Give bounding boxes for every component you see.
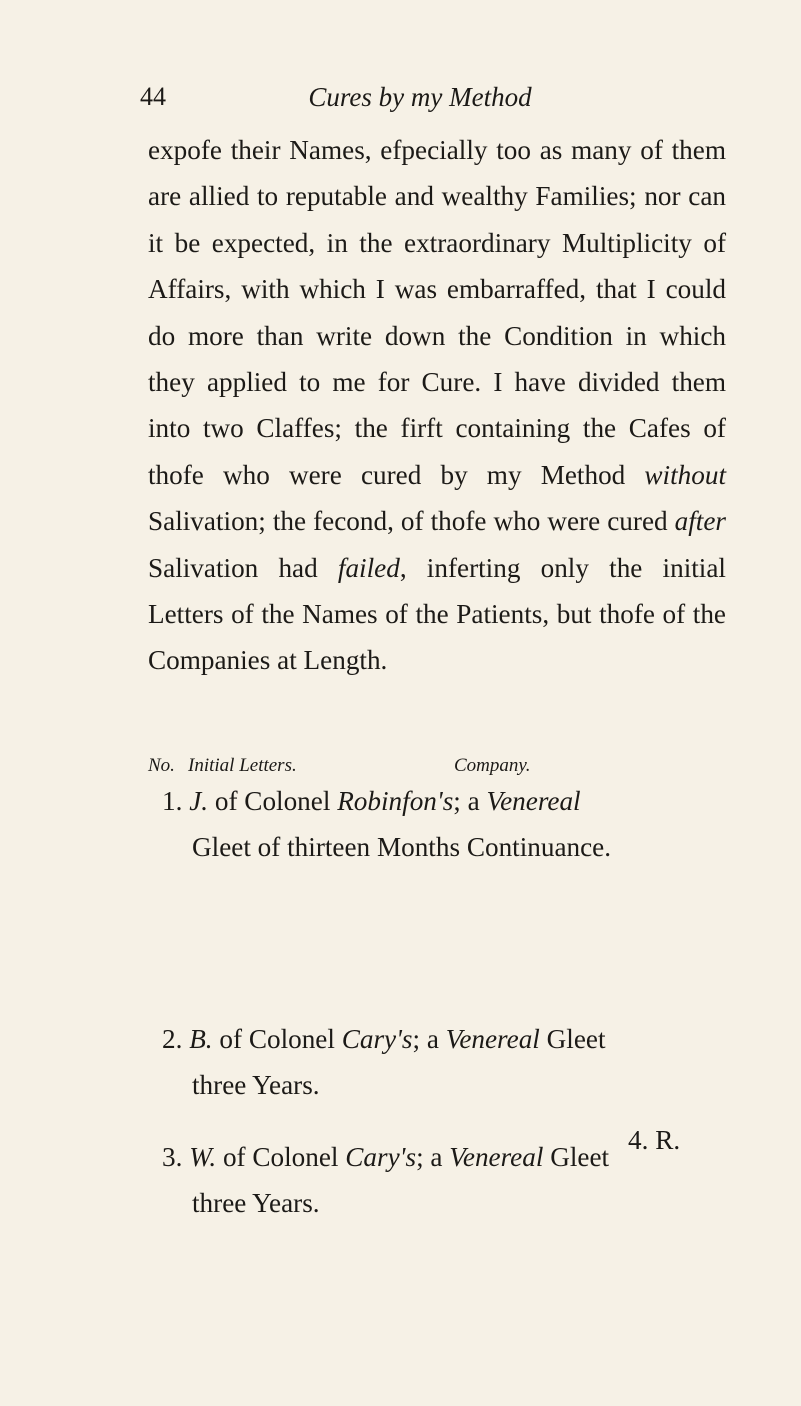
case-text: ; a: [412, 1024, 446, 1054]
column-header-no: No.: [148, 755, 175, 776]
case-number: 3.: [162, 1142, 183, 1172]
paragraph-text: [148, 127, 726, 684]
case-text: of Colonel: [216, 1142, 346, 1172]
case-initial: B.: [189, 1024, 213, 1054]
body-text-part-2: Salivation; the fecond, of thofe who were cured: [148, 506, 675, 537]
case-number: 2.: [162, 1024, 183, 1054]
emphasis-without: without: [644, 459, 726, 490]
body-text-part-1: expofe their Names, efpecially too as many of them are allied to reputable and wealthy Families; nor can it be expected, in the extraordinary Multiplicity of Affairs, with which I was embarraffed, that I could do more than write down the Condition in which they applied to me for Cure. I have divided them into two Claffes; the firft containing the Cafes of thofe who were cured by my Method: [148, 135, 726, 490]
case-disease: Venereal: [449, 1142, 544, 1172]
running-head: Cures by my Method: [308, 82, 532, 112]
page-number: 44: [140, 82, 166, 111]
column-header-initial-letters: Initial Letters.: [188, 755, 297, 776]
case-colonel: Cary's: [345, 1142, 417, 1172]
body-paragraph: [148, 127, 726, 684]
case-number: 1.: [162, 786, 183, 816]
case-disease: Venereal: [486, 786, 581, 816]
case-initial: J.: [189, 786, 209, 816]
page-header: [140, 82, 700, 122]
case-colonel: Robinfon's: [337, 786, 454, 816]
case-entry: [148, 778, 726, 870]
body-text-part-4: , inferting only the initial Letters of the Names of the Patients, but thofe of the Companies at Length.: [148, 552, 726, 676]
case-entry-line: [148, 1016, 726, 1062]
case-text: Gleet: [539, 1024, 606, 1054]
case-colonel: Cary's: [341, 1024, 413, 1054]
case-entry-continuation: three Years.: [192, 1188, 320, 1218]
case-entry-continuation: three Years.: [192, 1070, 320, 1100]
catchword: 4. R.: [628, 1125, 681, 1155]
emphasis-after: after: [674, 506, 726, 537]
body-text-part-3: Salivation had: [148, 552, 338, 583]
case-entry-line: [148, 778, 726, 824]
case-text: Gleet: [543, 1142, 610, 1172]
case-text: of Colonel: [208, 786, 338, 816]
case-entry-continuation: Gleet of thirteen Months Continuance.: [192, 832, 612, 862]
case-initial: W.: [189, 1142, 217, 1172]
case-disease: Venereal: [445, 1024, 540, 1054]
column-header-company: Company.: [454, 755, 531, 776]
case-text: ; a: [416, 1142, 450, 1172]
case-text: of Colonel: [212, 1024, 342, 1054]
emphasis-failed: failed: [337, 552, 400, 583]
case-text: ; a: [453, 786, 487, 816]
case-entry: [148, 1016, 726, 1108]
